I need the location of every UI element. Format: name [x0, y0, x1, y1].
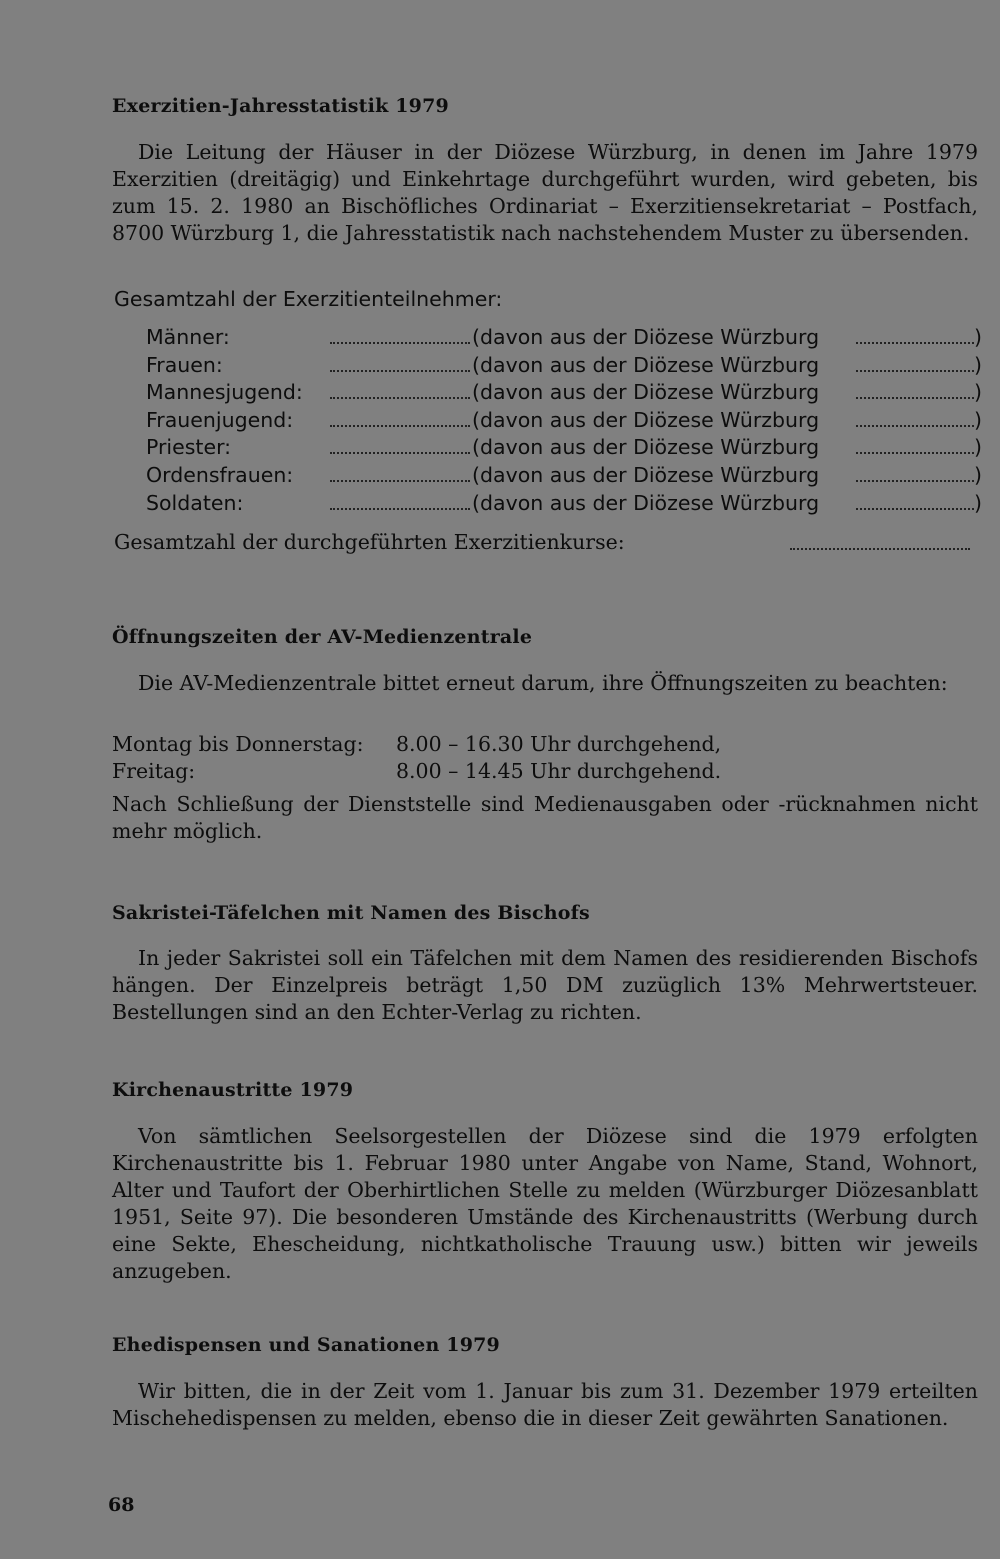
fill-in-line — [856, 425, 974, 427]
page-number: 68 — [108, 1494, 135, 1516]
courses-label: Gesamtzahl der durchgeführten Exerzitienkurse: — [114, 530, 625, 554]
kirchenaustritte-paragraph: Von sämtlichen Seelsorgestellen der Diözese sind die 1979 erfolgten Kirchenaustritte bis 1. Februar 1980 unter Angabe von Name, Stand, Wohnort, Alter und Taufort der Oberhirtlichen Stelle zu melden (Würzburger Diözesanblatt 1951, Seite 97). Die besonderen Umstände des Kirchenaustritts (Werbung durch eine Sekte, Ehescheidung, nichtkatholische Trauung usw.) bitten wir jeweils anzugeben. — [112, 1124, 978, 1283]
section-heading-exerzitien: Exerzitien-Jahresstatistik 1979 — [112, 95, 449, 117]
sakristei-paragraph: In jeder Sakristei soll ein Täfelchen mit dem Namen des residierenden Bischofs hängen. Der Einzelpreis beträgt 1,50 DM zuzüglich 13% Mehrwertsteuer. Bestellungen sind an den Echter-Verlag zu richten. — [112, 946, 978, 1024]
fill-in-line — [330, 370, 470, 372]
section-heading-ehedispensen: Ehedispensen und Sanationen 1979 — [112, 1334, 500, 1356]
row-diocese-text: (davon aus der Diözese Würzburg — [472, 490, 820, 515]
fill-in-line — [856, 342, 974, 344]
table-row — [146, 380, 980, 408]
row-label: Priester: — [146, 435, 232, 460]
ehedispensen-paragraph: Wir bitten, die in der Zeit vom 1. Januar bis zum 31. Dezember 1979 erteilten Mischehedispensen zu melden, ebenso die in dieser Zeit gewährten Sanationen. — [112, 1379, 978, 1430]
row-close-paren: ) — [974, 462, 982, 487]
row-diocese-text: (davon aus der Diözese Würzburg — [472, 352, 820, 377]
hours-time: 8.00 – 14.45 Uhr durchgehend. — [396, 759, 722, 783]
fill-in-line — [790, 548, 970, 550]
fill-in-line — [856, 480, 974, 482]
row-label: Soldaten: — [146, 490, 244, 515]
fill-in-line — [856, 370, 974, 372]
participants-label: Gesamtzahl der Exerzitienteilnehmer: — [114, 287, 503, 311]
hours-time: 8.00 – 16.30 Uhr durchgehend, — [396, 732, 722, 756]
table-row — [146, 435, 980, 463]
row-close-paren: ) — [974, 435, 982, 460]
fill-in-line — [330, 508, 470, 510]
row-diocese-text: (davon aus der Diözese Würzburg — [472, 325, 820, 349]
row-close-paren: ) — [974, 490, 982, 515]
fill-in-line — [330, 342, 470, 344]
row-close-paren: ) — [974, 352, 982, 377]
hours-days-label: Montag bis Donnerstag: — [112, 732, 364, 756]
row-diocese-text: (davon aus der Diözese Würzburg — [472, 380, 820, 405]
row-diocese-text: (davon aus der Diözese Würzburg — [472, 435, 820, 460]
fill-in-line — [856, 452, 974, 454]
table-row — [146, 408, 980, 436]
section-heading-kirchenaustritte: Kirchenaustritte 1979 — [112, 1079, 354, 1101]
fill-in-line — [856, 508, 974, 510]
medienzentrale-intro-paragraph: Die AV-Medienzentrale bittet erneut darum, ihre Öffnungszeiten zu beachten: — [138, 671, 948, 695]
row-close-paren: ) — [974, 380, 982, 405]
row-close-paren: ) — [974, 407, 982, 432]
section-heading-sakristei: Sakristei-Täfelchen mit Namen des Bischofs — [112, 902, 590, 924]
fill-in-line — [330, 397, 470, 399]
fill-in-line — [330, 425, 470, 427]
row-diocese-text: (davon aus der Diözese Würzburg — [472, 462, 820, 487]
fill-in-line — [330, 452, 470, 454]
fill-in-line — [330, 480, 470, 482]
table-row — [146, 463, 980, 491]
medienzentrale-note-paragraph: Nach Schließung der Dienststelle sind Medienausgaben oder -rücknahmen nicht mehr möglich. — [112, 792, 978, 843]
row-label: Ordensfrauen: — [146, 462, 294, 487]
row-diocese-text: (davon aus der Diözese Würzburg — [472, 407, 820, 432]
row-label: Mannesjugend: — [146, 380, 303, 405]
section-heading-medienzentrale: Öffnungszeiten der AV-Medienzentrale — [112, 626, 533, 648]
row-label: Frauen: — [146, 352, 223, 377]
hours-days-label: Freitag: — [112, 759, 196, 783]
row-close-paren: ) — [974, 325, 982, 349]
table-row — [146, 325, 980, 353]
table-row — [146, 353, 980, 381]
table-row — [146, 491, 980, 519]
exerzitien-intro-paragraph: Die Leitung der Häuser in der Diözese Würzburg, in denen im Jahre 1979 Exerzitien (dreitägig) und Einkehrtage durchgeführt wurden, wird gebeten, bis zum 15. 2. 1980 an Bischöfliches Ordinariat – Exerzitiensekretariat – Postfach, 8700 Würzburg 1, die Jahresstatistik nach nachstehendem Muster zu übersenden. — [112, 140, 978, 245]
fill-in-line — [856, 397, 974, 399]
row-label: Frauenjugend: — [146, 407, 294, 432]
row-label: Männer: — [146, 325, 230, 349]
participants-table — [146, 325, 980, 518]
